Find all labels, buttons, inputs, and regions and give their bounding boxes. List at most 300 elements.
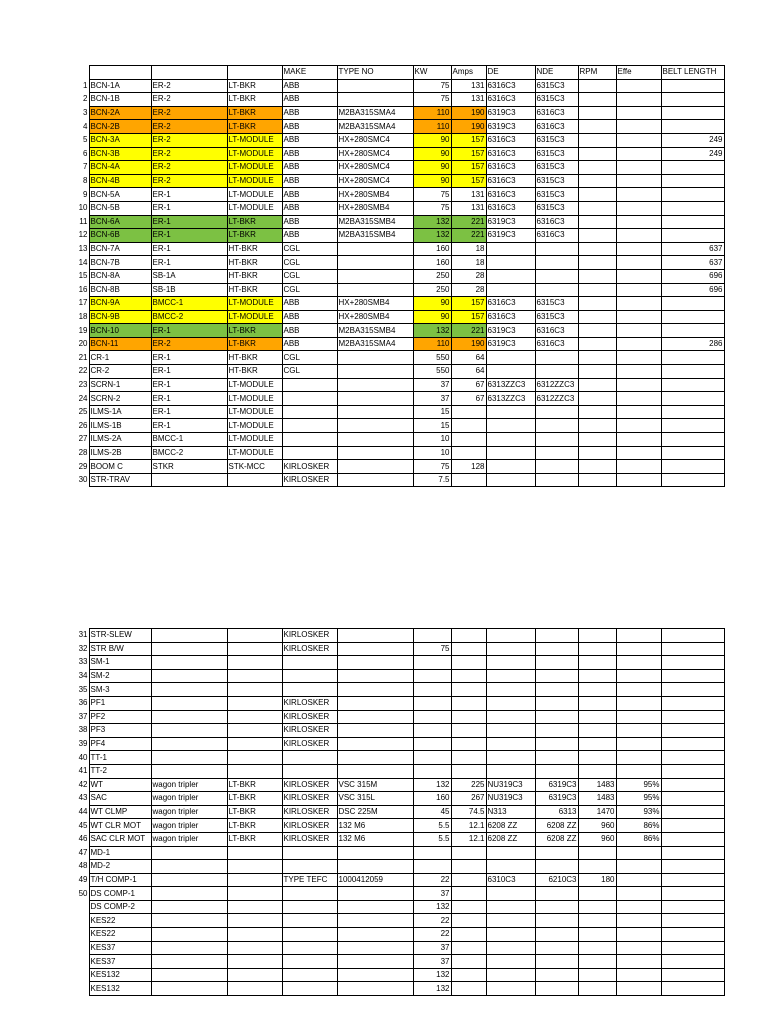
table-cell[interactable] — [337, 887, 413, 901]
table-cell[interactable] — [535, 460, 578, 474]
table-cell[interactable] — [486, 846, 535, 860]
table-cell[interactable] — [578, 256, 616, 270]
table-cell[interactable]: LT-BKR — [227, 832, 282, 846]
table-cell[interactable]: SB-1A — [151, 269, 227, 283]
table-cell[interactable]: 6316C3 — [486, 297, 535, 311]
table-cell[interactable]: KIRLOSKER — [282, 473, 337, 487]
table-cell[interactable]: 6316C3 — [486, 147, 535, 161]
table-cell[interactable]: PF3 — [89, 724, 151, 738]
table-cell[interactable] — [661, 310, 724, 324]
table-cell[interactable] — [151, 629, 227, 643]
table-cell[interactable] — [616, 737, 661, 751]
table-cell[interactable] — [151, 887, 227, 901]
table-cell[interactable]: 6315C3 — [535, 201, 578, 215]
table-cell[interactable] — [227, 473, 282, 487]
table-cell[interactable]: 267 — [451, 792, 486, 806]
table-cell[interactable] — [451, 405, 486, 419]
table-cell[interactable]: 160 — [413, 256, 451, 270]
table-cell[interactable] — [578, 120, 616, 134]
table-cell[interactable]: 6316C3 — [535, 229, 578, 243]
table-cell[interactable] — [337, 710, 413, 724]
table-cell[interactable] — [282, 392, 337, 406]
table-cell[interactable]: 37 — [413, 887, 451, 901]
table-cell[interactable] — [227, 724, 282, 738]
table-cell[interactable]: KIRLOSKER — [282, 629, 337, 643]
table-cell[interactable] — [616, 378, 661, 392]
table-cell[interactable]: 6316C3 — [486, 79, 535, 93]
table-cell[interactable]: 64 — [451, 351, 486, 365]
table-cell[interactable] — [282, 900, 337, 914]
table-cell[interactable]: CR-1 — [89, 351, 151, 365]
table-cell[interactable] — [413, 860, 451, 874]
table-cell[interactable]: ABB — [282, 106, 337, 120]
table-cell[interactable]: 190 — [451, 106, 486, 120]
table-cell[interactable] — [578, 751, 616, 765]
table-cell[interactable]: 37 — [413, 378, 451, 392]
table-cell[interactable]: T/H COMP-1 — [89, 873, 151, 887]
table-cell[interactable] — [535, 242, 578, 256]
table-cell[interactable] — [451, 683, 486, 697]
table-cell[interactable] — [661, 93, 724, 107]
table-cell[interactable] — [486, 955, 535, 969]
table-cell[interactable] — [337, 669, 413, 683]
table-cell[interactable] — [451, 955, 486, 969]
table-cell[interactable] — [535, 764, 578, 778]
table-cell[interactable]: 6316C3 — [535, 337, 578, 351]
table-cell[interactable] — [151, 928, 227, 942]
table-cell[interactable]: 95% — [616, 792, 661, 806]
table-cell[interactable] — [337, 365, 413, 379]
table-cell[interactable]: 10 — [413, 433, 451, 447]
table-cell[interactable]: 6316C3 — [535, 324, 578, 338]
table-cell[interactable]: KES37 — [89, 941, 151, 955]
table-cell[interactable]: BCN-9A — [89, 297, 151, 311]
table-cell[interactable] — [535, 968, 578, 982]
table-cell[interactable]: PF2 — [89, 710, 151, 724]
table-cell[interactable] — [451, 642, 486, 656]
table-cell[interactable] — [282, 405, 337, 419]
table-cell[interactable] — [413, 656, 451, 670]
table-cell[interactable]: STR-TRAV — [89, 473, 151, 487]
table-cell[interactable] — [535, 269, 578, 283]
table-cell[interactable]: HT-BKR — [227, 242, 282, 256]
table-cell[interactable] — [578, 310, 616, 324]
table-cell[interactable] — [578, 914, 616, 928]
table-cell[interactable] — [535, 629, 578, 643]
table-cell[interactable]: 75 — [413, 642, 451, 656]
table-cell[interactable]: M2BA315SMB4 — [337, 324, 413, 338]
table-cell[interactable]: LT-MODULE — [227, 161, 282, 175]
table-cell[interactable]: DSC 225M — [337, 805, 413, 819]
table-cell[interactable] — [616, 297, 661, 311]
table-cell[interactable] — [578, 683, 616, 697]
table-cell[interactable] — [535, 900, 578, 914]
table-cell[interactable] — [337, 724, 413, 738]
table-cell[interactable]: 960 — [578, 819, 616, 833]
column-header[interactable] — [151, 66, 227, 80]
table-cell[interactable]: 45 — [413, 805, 451, 819]
table-cell[interactable] — [661, 955, 724, 969]
table-cell[interactable]: 637 — [661, 256, 724, 270]
table-cell[interactable] — [337, 256, 413, 270]
table-cell[interactable] — [337, 656, 413, 670]
table-cell[interactable] — [616, 405, 661, 419]
table-cell[interactable] — [616, 446, 661, 460]
table-cell[interactable] — [535, 419, 578, 433]
table-cell[interactable] — [227, 914, 282, 928]
table-cell[interactable] — [616, 310, 661, 324]
table-cell[interactable] — [151, 968, 227, 982]
table-cell[interactable]: HT-BKR — [227, 351, 282, 365]
table-cell[interactable]: LT-MODULE — [227, 188, 282, 202]
table-cell[interactable] — [661, 914, 724, 928]
table-cell[interactable]: 6316C3 — [486, 93, 535, 107]
table-cell[interactable] — [616, 106, 661, 120]
table-cell[interactable] — [486, 351, 535, 365]
table-cell[interactable] — [578, 201, 616, 215]
table-cell[interactable] — [486, 446, 535, 460]
table-cell[interactable]: ER-1 — [151, 229, 227, 243]
table-cell[interactable] — [535, 724, 578, 738]
table-cell[interactable]: 67 — [451, 378, 486, 392]
table-cell[interactable] — [486, 724, 535, 738]
table-cell[interactable] — [486, 419, 535, 433]
table-cell[interactable]: BCN-6A — [89, 215, 151, 229]
table-cell[interactable] — [661, 161, 724, 175]
table-cell[interactable]: LT-BKR — [227, 120, 282, 134]
table-cell[interactable]: 249 — [661, 147, 724, 161]
table-cell[interactable] — [451, 473, 486, 487]
table-cell[interactable] — [451, 433, 486, 447]
column-header[interactable]: NDE — [535, 66, 578, 80]
table-cell[interactable]: 190 — [451, 337, 486, 351]
table-cell[interactable] — [535, 683, 578, 697]
table-cell[interactable]: 7.5 — [413, 473, 451, 487]
table-cell[interactable]: 6312ZZC3 — [535, 378, 578, 392]
table-cell[interactable] — [578, 93, 616, 107]
table-cell[interactable] — [486, 751, 535, 765]
table-cell[interactable]: KIRLOSKER — [282, 792, 337, 806]
table-cell[interactable]: 157 — [451, 297, 486, 311]
table-cell[interactable] — [337, 392, 413, 406]
table-cell[interactable] — [451, 446, 486, 460]
table-cell[interactable] — [337, 351, 413, 365]
table-cell[interactable]: KES132 — [89, 982, 151, 996]
table-cell[interactable]: 637 — [661, 242, 724, 256]
table-cell[interactable]: BCN-2A — [89, 106, 151, 120]
table-cell[interactable]: ER-2 — [151, 147, 227, 161]
table-cell[interactable] — [227, 710, 282, 724]
table-cell[interactable]: 6316C3 — [535, 120, 578, 134]
table-cell[interactable]: LT-MODULE — [227, 419, 282, 433]
table-cell[interactable] — [661, 433, 724, 447]
table-cell[interactable]: ER-2 — [151, 106, 227, 120]
table-cell[interactable]: ER-1 — [151, 256, 227, 270]
table-cell[interactable] — [661, 805, 724, 819]
table-cell[interactable]: wagon tripler — [151, 819, 227, 833]
table-cell[interactable]: ER-2 — [151, 174, 227, 188]
table-cell[interactable] — [227, 887, 282, 901]
table-cell[interactable] — [578, 860, 616, 874]
table-cell[interactable] — [616, 642, 661, 656]
table-cell[interactable] — [535, 473, 578, 487]
table-cell[interactable]: KIRLOSKER — [282, 778, 337, 792]
table-cell[interactable] — [227, 846, 282, 860]
table-cell[interactable]: 157 — [451, 174, 486, 188]
table-cell[interactable] — [151, 642, 227, 656]
table-cell[interactable] — [661, 215, 724, 229]
table-cell[interactable] — [578, 446, 616, 460]
table-cell[interactable]: ER-2 — [151, 337, 227, 351]
table-cell[interactable]: ABB — [282, 79, 337, 93]
table-cell[interactable] — [535, 914, 578, 928]
table-cell[interactable]: 110 — [413, 120, 451, 134]
table-cell[interactable]: 22 — [413, 873, 451, 887]
table-cell[interactable]: VSC 315M — [337, 778, 413, 792]
table-cell[interactable] — [661, 120, 724, 134]
table-cell[interactable] — [486, 764, 535, 778]
table-cell[interactable]: KES22 — [89, 914, 151, 928]
table-cell[interactable] — [337, 928, 413, 942]
table-cell[interactable] — [151, 724, 227, 738]
table-cell[interactable]: ABB — [282, 337, 337, 351]
table-cell[interactable]: LT-BKR — [227, 819, 282, 833]
table-cell[interactable]: WT CLR MOT — [89, 819, 151, 833]
table-cell[interactable] — [578, 215, 616, 229]
table-cell[interactable]: BMCC-1 — [151, 297, 227, 311]
table-cell[interactable] — [661, 79, 724, 93]
table-cell[interactable] — [661, 832, 724, 846]
table-cell[interactable]: VSC 315L — [337, 792, 413, 806]
table-cell[interactable]: 5.5 — [413, 819, 451, 833]
table-cell[interactable]: 22 — [413, 914, 451, 928]
table-cell[interactable] — [486, 460, 535, 474]
table-cell[interactable]: 132 — [413, 900, 451, 914]
table-cell[interactable] — [151, 683, 227, 697]
table-cell[interactable] — [661, 188, 724, 202]
table-cell[interactable]: MD-1 — [89, 846, 151, 860]
table-cell[interactable]: 6315C3 — [535, 133, 578, 147]
table-cell[interactable]: wagon tripler — [151, 832, 227, 846]
table-cell[interactable] — [661, 669, 724, 683]
table-cell[interactable]: 6316C3 — [486, 310, 535, 324]
table-cell[interactable] — [578, 764, 616, 778]
table-cell[interactable]: ER-1 — [151, 188, 227, 202]
table-cell[interactable]: 90 — [413, 133, 451, 147]
table-cell[interactable] — [578, 188, 616, 202]
table-cell[interactable] — [486, 669, 535, 683]
table-cell[interactable]: LT-BKR — [227, 324, 282, 338]
table-cell[interactable]: 6313ZZC3 — [486, 378, 535, 392]
table-cell[interactable] — [616, 914, 661, 928]
table-cell[interactable]: BCN-3A — [89, 133, 151, 147]
table-cell[interactable]: 110 — [413, 337, 451, 351]
table-cell[interactable] — [616, 161, 661, 175]
table-cell[interactable]: M2BA315SMA4 — [337, 337, 413, 351]
table-cell[interactable] — [616, 751, 661, 765]
table-cell[interactable] — [413, 846, 451, 860]
table-cell[interactable]: LT-MODULE — [227, 147, 282, 161]
table-cell[interactable]: ABB — [282, 297, 337, 311]
table-cell[interactable]: 6319C3 — [486, 337, 535, 351]
table-cell[interactable]: 132 — [413, 982, 451, 996]
table-cell[interactable]: 132 M6 — [337, 819, 413, 833]
table-cell[interactable]: HT-BKR — [227, 365, 282, 379]
table-cell[interactable]: 90 — [413, 297, 451, 311]
table-cell[interactable]: 1483 — [578, 778, 616, 792]
table-cell[interactable] — [486, 737, 535, 751]
table-cell[interactable]: KIRLOSKER — [282, 737, 337, 751]
table-cell[interactable]: 5.5 — [413, 832, 451, 846]
table-cell[interactable]: BOOM C — [89, 460, 151, 474]
table-cell[interactable]: 6316C3 — [535, 215, 578, 229]
table-cell[interactable] — [535, 405, 578, 419]
table-cell[interactable]: LT-MODULE — [227, 201, 282, 215]
table-cell[interactable]: LT-BKR — [227, 79, 282, 93]
table-cell[interactable] — [535, 982, 578, 996]
table-cell[interactable] — [616, 324, 661, 338]
table-cell[interactable] — [616, 419, 661, 433]
table-cell[interactable]: 6319C3 — [486, 106, 535, 120]
table-cell[interactable]: BCN-3B — [89, 147, 151, 161]
table-cell[interactable]: 6319C3 — [535, 792, 578, 806]
table-cell[interactable]: 131 — [451, 188, 486, 202]
table-cell[interactable] — [227, 900, 282, 914]
table-cell[interactable] — [413, 683, 451, 697]
table-cell[interactable]: M2BA315SMB4 — [337, 229, 413, 243]
table-cell[interactable] — [227, 860, 282, 874]
table-cell[interactable]: CGL — [282, 351, 337, 365]
table-cell[interactable] — [616, 669, 661, 683]
table-cell[interactable] — [661, 887, 724, 901]
table-cell[interactable] — [151, 669, 227, 683]
table-cell[interactable]: BMCC-2 — [151, 310, 227, 324]
column-header[interactable]: Amps — [451, 66, 486, 80]
table-cell[interactable] — [616, 683, 661, 697]
table-cell[interactable] — [337, 900, 413, 914]
table-cell[interactable]: ER-1 — [151, 405, 227, 419]
table-cell[interactable] — [227, 656, 282, 670]
table-cell[interactable] — [616, 337, 661, 351]
table-cell[interactable] — [535, 941, 578, 955]
table-cell[interactable]: PF1 — [89, 696, 151, 710]
table-cell[interactable] — [451, 982, 486, 996]
table-cell[interactable]: BCN-7B — [89, 256, 151, 270]
table-cell[interactable]: 6315C3 — [535, 161, 578, 175]
table-cell[interactable]: HX+280SMC4 — [337, 147, 413, 161]
table-cell[interactable]: 157 — [451, 310, 486, 324]
table-cell[interactable]: PF4 — [89, 737, 151, 751]
table-cell[interactable]: 221 — [451, 215, 486, 229]
table-cell[interactable]: 132 — [413, 778, 451, 792]
table-cell[interactable] — [616, 93, 661, 107]
table-cell[interactable] — [451, 710, 486, 724]
table-cell[interactable] — [578, 133, 616, 147]
table-cell[interactable] — [661, 778, 724, 792]
table-cell[interactable] — [535, 642, 578, 656]
table-cell[interactable]: 132 — [413, 968, 451, 982]
table-cell[interactable]: ABB — [282, 147, 337, 161]
table-cell[interactable] — [486, 405, 535, 419]
table-cell[interactable] — [616, 201, 661, 215]
table-cell[interactable]: 157 — [451, 147, 486, 161]
table-cell[interactable] — [578, 982, 616, 996]
table-cell[interactable]: LT-BKR — [227, 229, 282, 243]
table-cell[interactable]: KES37 — [89, 955, 151, 969]
table-cell[interactable]: CGL — [282, 283, 337, 297]
table-cell[interactable]: 28 — [451, 269, 486, 283]
table-cell[interactable]: CGL — [282, 256, 337, 270]
table-cell[interactable] — [337, 460, 413, 474]
table-cell[interactable] — [486, 256, 535, 270]
table-cell[interactable] — [661, 751, 724, 765]
table-cell[interactable]: M2BA315SMB4 — [337, 215, 413, 229]
table-cell[interactable]: TYPE TEFC — [282, 873, 337, 887]
table-cell[interactable]: 131 — [451, 93, 486, 107]
table-cell[interactable] — [227, 669, 282, 683]
table-cell[interactable] — [578, 928, 616, 942]
table-cell[interactable]: CGL — [282, 242, 337, 256]
table-cell[interactable] — [578, 297, 616, 311]
table-cell[interactable]: 90 — [413, 174, 451, 188]
table-cell[interactable]: ER-2 — [151, 133, 227, 147]
table-cell[interactable] — [486, 629, 535, 643]
table-cell[interactable]: SCRN-2 — [89, 392, 151, 406]
table-cell[interactable] — [227, 696, 282, 710]
table-cell[interactable] — [616, 629, 661, 643]
table-cell[interactable]: LT-BKR — [227, 792, 282, 806]
table-cell[interactable] — [661, 460, 724, 474]
table-cell[interactable] — [413, 751, 451, 765]
table-cell[interactable]: ER-1 — [151, 351, 227, 365]
table-cell[interactable]: BCN-1B — [89, 93, 151, 107]
table-cell[interactable]: LT-MODULE — [227, 378, 282, 392]
table-cell[interactable] — [451, 764, 486, 778]
table-cell[interactable]: ER-2 — [151, 161, 227, 175]
table-cell[interactable]: LT-MODULE — [227, 310, 282, 324]
table-cell[interactable] — [337, 242, 413, 256]
table-cell[interactable]: 75 — [413, 460, 451, 474]
table-cell[interactable] — [661, 392, 724, 406]
table-cell[interactable]: TT-1 — [89, 751, 151, 765]
table-cell[interactable] — [486, 914, 535, 928]
table-cell[interactable] — [282, 751, 337, 765]
column-header[interactable]: BELT LENGTH — [661, 66, 724, 80]
table-cell[interactable]: 6315C3 — [535, 79, 578, 93]
table-cell[interactable]: NU319C3 — [486, 792, 535, 806]
table-cell[interactable] — [282, 656, 337, 670]
table-cell[interactable]: KIRLOSKER — [282, 832, 337, 846]
table-cell[interactable]: ER-1 — [151, 324, 227, 338]
table-cell[interactable] — [337, 419, 413, 433]
table-cell[interactable] — [337, 968, 413, 982]
table-cell[interactable] — [282, 928, 337, 942]
table-cell[interactable] — [535, 656, 578, 670]
table-cell[interactable] — [227, 941, 282, 955]
table-cell[interactable]: 75 — [413, 79, 451, 93]
table-cell[interactable] — [616, 351, 661, 365]
table-cell[interactable] — [486, 433, 535, 447]
table-cell[interactable]: LT-BKR — [227, 106, 282, 120]
table-cell[interactable] — [337, 79, 413, 93]
table-cell[interactable] — [661, 201, 724, 215]
table-cell[interactable] — [578, 392, 616, 406]
table-cell[interactable] — [451, 724, 486, 738]
table-cell[interactable]: 6319C3 — [535, 778, 578, 792]
table-cell[interactable] — [578, 941, 616, 955]
table-cell[interactable] — [616, 433, 661, 447]
table-cell[interactable] — [337, 378, 413, 392]
